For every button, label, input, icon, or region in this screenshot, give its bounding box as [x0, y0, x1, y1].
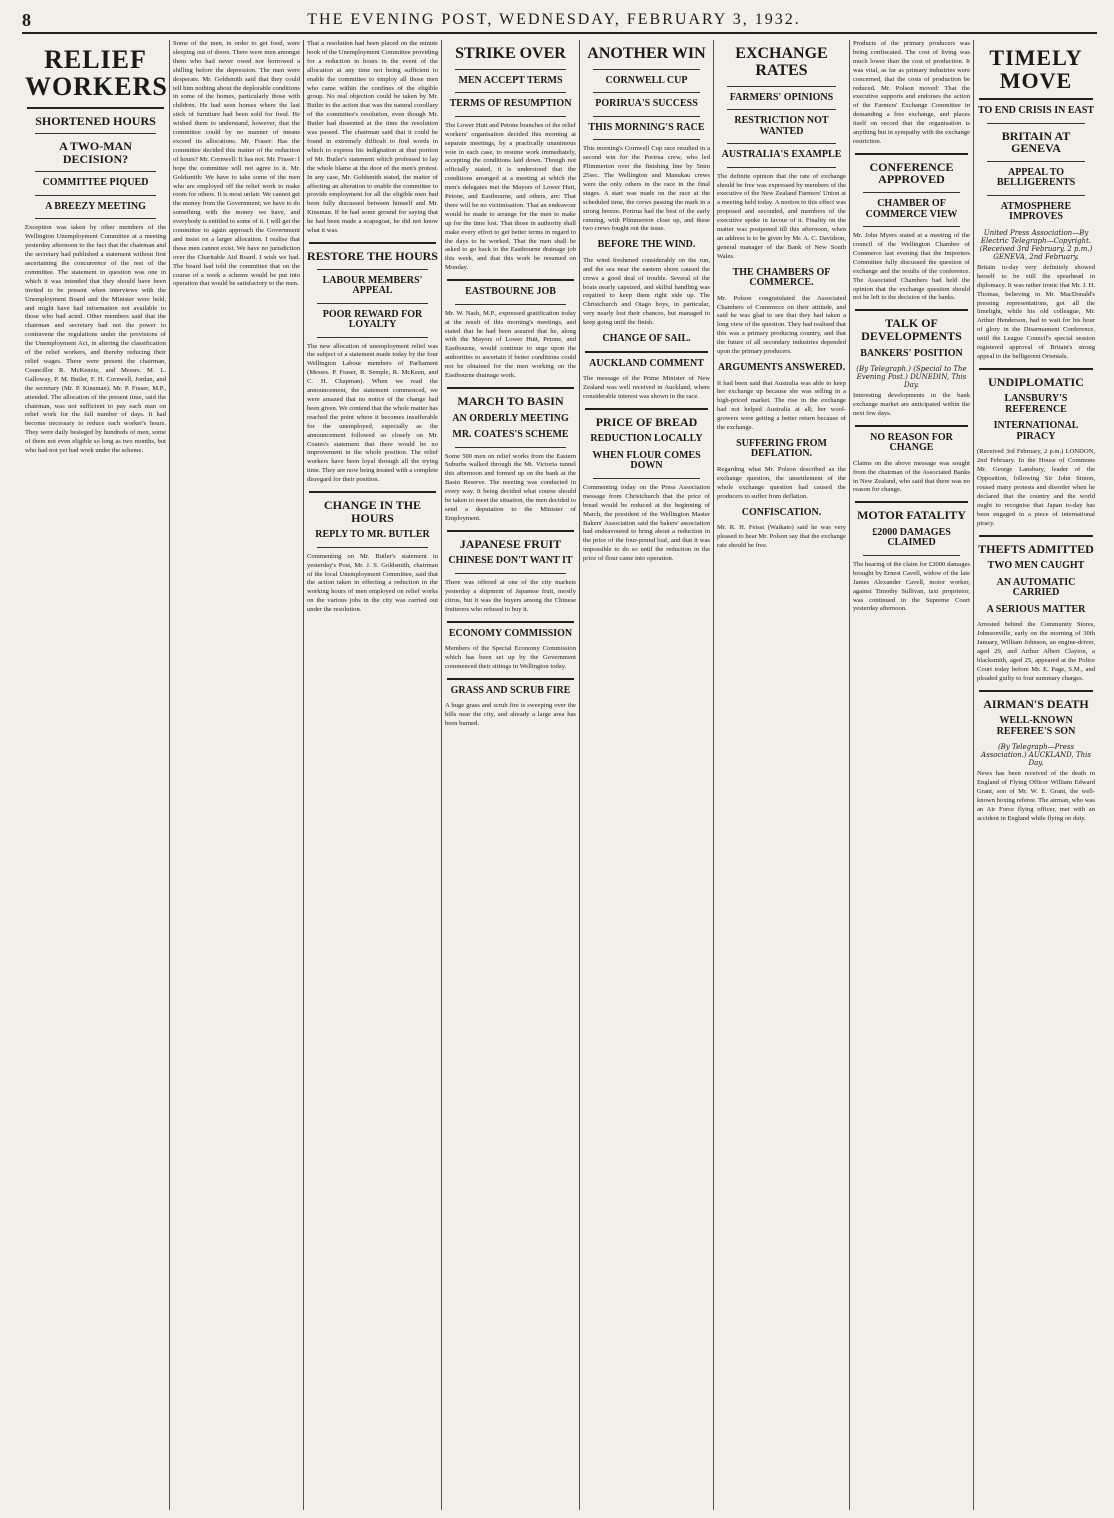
subhead-shortened-hours: SHORTENED HOURS: [35, 113, 156, 128]
subhead-men-accept: MEN ACCEPT TERMS: [458, 74, 563, 86]
article-body: Some of the men, in order to get food, were sleeping out of doors. There were men amongst them who had never owed nor borrowed a shilling before the depression. The men were desperate. Mr. Goldsmith said that they could tell him nothing about the deplorable conditions in some of the homes, particularly those with children. He had seen homes where the last stick of furniture had been sold for food. He wished them to understand, however, that the committee could by no manner of means exceed its allocations. Mr. Fraser: Has the committee decided this matter of the reduction of hours? Mr. Cornwell: It has not. Mr. Fraser: I hope the committee will not agree to it. Mr. Goldsmith: We have to take some of the men who are employed off the relief work to make room for others. It is most unfair. We cannot get the money from the Government; we have to do something with the money we have, and everybody is entitled to some of it. I will get the committee to again approach the Government and insist on a larger allocation. I realise that these men cannot exist. We have no jurisdiction over the Charitable Aid Board. I wish we had. The board had told the committee that on the course of a week a scheme would be put into operation that would be satisfactory to the men.: [173, 40, 300, 288]
page-number: 8: [22, 9, 31, 30]
headline-timely-move: TIMELY MOVE: [989, 45, 1083, 94]
article-body: Commenting on Mr. Butler's statement in yesterday's Post, Mr. J. S. Goldsmith, chairman of the local Unemployment Committee, said that the action taken in effecting a reduction in the working hours of men employed on relief works on the various jobs in the city was carried out under the resolution.: [307, 552, 438, 614]
headline-price-bread: PRICE OF BREAD: [595, 414, 698, 429]
subhead-breezy-meeting: A BREEZY MEETING: [45, 200, 146, 212]
headline-strike-over: STRIKE OVER: [455, 45, 566, 62]
article-body: Mr. W. Nash, M.P., expressed gratification today at the result of this morning's meetings, and stated that he had been assured that he, along with the Mayors of Lower Hutt, Petone, and Eastbourne, would continue to urge upon the authorities to ascertain if better conditions could not be obtained for the men working on the Eastbourne drainage work.: [445, 309, 576, 380]
subhead-damages: £2000 DAMAGES CLAIMED: [872, 526, 951, 549]
headline-talk-developments: TALK OF DEVELOPMENTS: [861, 316, 962, 343]
column-5: [580, 40, 714, 1510]
headline-exchange-rates: EXCHANGE RATES: [735, 45, 828, 79]
article-body: Exception was taken by other members of the Wellington Unemployment Committee at a meeting yesterday afternoon to the fact that the chairman and the secretary had published a statement without first ascertaining the concurrence of the rest of the committee. The statement in question was one in which it was intended that they should have been invited to be present when interviews with the Unemployment Board and the Minister were held, and might have had information not available to those who had acted. Other members said that the chairman and secretary had not the power to contravene the regulations under the provisions of the Unemployment Act, in altering the classification of the relief workers, and thereby reducing their relief wages. There were present the chairman, Councillor R. McKenzie, and Messrs. M. L. Galloway, P. M. Butler, F. H. Cornwell, Jordan, and the secretary (Mr. P. Kinsman). Mr. P. Fraser, M.P., attended. The allocation of the present time, said the chairman, was not sufficient to pay each man on relief work for the full number of days. It had become necessary to reduce each worker's hours. They were daily besieged by hundreds of men, some of them not even eligible so long as two months, but who had not yet had work under the scheme.: [25, 224, 166, 455]
headline-economy: ECONOMY COMMISSION: [448, 627, 573, 639]
article-body: The definite opinion that the rate of exchange should be free was expressed by members of the executive of the New Zealand Farmers' Union at a meeting held today. A motion to this effect was proposed and seconded, and members of the executive spoke in favour of it. Finality on the matter was postponed till this afternoon, when an address is to be given by Mr. A. C. Davidson, general manager of the Bank of New South Wales.: [717, 172, 846, 260]
article-body: The wind freshened considerably on the run, and the sea near the eastern shore caused the crews a good deal of trouble. Several of the boats nearly capsized, and skilful handling was required to keep them right side up. The Christchurch and Otago boys, in particular, very nearly lost their chances, but managed to keep going until the finish.: [583, 256, 710, 327]
subhead-cornwell-cup: CORNWELL CUP: [605, 74, 688, 86]
article-body: Interesting developments in the bank exchange market are anticipated within the next few days.: [853, 392, 970, 417]
subhead-chamber-view: CHAMBER OF COMMERCE VIEW: [865, 198, 958, 220]
subhead-piracy: INTERNATIONAL PIRACY: [993, 420, 1079, 442]
headline-conference: CONFERENCE APPROVED: [869, 159, 954, 187]
headline-thefts: THEFTS ADMITTED: [978, 541, 1094, 556]
article-body: It had been said that Australia was able to keep her exchange up because she was selling in a high-priced market. The rise in the exchange had not helped Australia at all; her wool-growers were getting a better return because of the exchange.: [717, 379, 846, 432]
subhead-two-man-decision: A TWO-MAN DECISION?: [59, 139, 132, 166]
subhead-australia: AUSTRALIA'S EXAMPLE: [721, 149, 842, 161]
masthead-title: THE EVENING POST, WEDNESDAY, FEBRUARY 3, 1932.: [307, 11, 801, 28]
subhead-terms: TERMS OF RESUMPTION: [449, 98, 572, 110]
column-3: [304, 40, 442, 1510]
subhead-end-crisis: TO END CRISIS IN EAST: [978, 105, 1094, 117]
subhead-referee: WELL-KNOWN REFEREE'S SON: [996, 715, 1076, 737]
headline-japanese-fruit: JAPANESE FRUIT: [459, 536, 562, 551]
dateline: (By Telegraph.) (Special to The Evening Post.) DUNEDIN, This Day.: [856, 365, 967, 389]
article-body: The new allocation of unemployment relief was the subject of a statement made today by the four Wellington Labour members of Parliament (Messrs. P. Fraser, R. Semple, R. McKeen, and C. H. Chapman). When we read the announcement, the statement commenced, we were amazed that no notice of the change had been given. We contend that the whole matter has reached the point where it becomes insufferable for the unemployed, especially as the announcement followed so closely on Mr. Coates's statement that there would be no improvement in the whole position. The relief workers have been loyal through all the trying time. They are now being treated with a complete disregard for their position.: [307, 342, 438, 484]
subhead-bankers: BANKERS' POSITION: [860, 347, 963, 359]
article-body: Regarding what Mr. Polson described as the exchange question, the unsettlement of the whole exchange question had caused the producers to suffer from deflation.: [717, 465, 846, 500]
headline-another-win: ANOTHER WIN: [587, 45, 706, 62]
subhead-farmers: FARMERS' OPINIONS: [729, 91, 834, 103]
subhead-restriction: RESTRICTION NOT WANTED: [734, 115, 829, 137]
subhead-change-sail: CHANGE OF SAIL.: [602, 333, 691, 345]
subhead-lansbury: LANSBURY'S REFERENCE: [1004, 393, 1068, 415]
subhead-chinese: CHINESE DON'T WANT IT: [448, 555, 573, 567]
subhead-automatic: AN AUTOMATIC CARRIED: [996, 576, 1076, 599]
subhead-reply-butler: REPLY TO MR. BUTLER: [315, 529, 430, 541]
subhead-appeal: APPEAL TO BELLIGERENTS: [996, 166, 1076, 189]
article-body: Commenting today on the Press Association message from Christchurch that the price of bread would be reduced at the beginning of March, the president of the Wellington Master Bakers' Association said the bakers' association had endeavoured to bring about a reduction in the price of the four-pound loaf, and that it was impossible to do so until the reduction in the price of flour came into operation.: [583, 483, 710, 563]
article-body: Mr. R. H. Feisst (Waikato) said he was very pleased to hear Mr. Polson say that the exchange rate should be free.: [717, 524, 846, 549]
subhead-orderly: AN ORDERLY MEETING: [452, 412, 569, 424]
article-body: Mr. Polson congratulated the Associated Chambers of Commerce on their attitude, and said he was glad to see that they had taken a long view of the question. They had realised that this was a primary producing country, and that the future of all secondary industries depended upon the primary producers.: [717, 294, 846, 356]
article-body: The Lower Hutt and Petone branches of the relief workers' organisation decided this morning at separate meetings, by a practically unanimous vote in each case, to resume work immediately, accepting the conditions laid down. Though not officially stated, it is understood that the conditions arranged at a meeting at which the men's delegates met the Mayors of Lower Hutt, Petone, and Eastbourne, and others, are: That there will be no victimisation. That an endeavour would be made to arrange for the men to make up for the time lost. That those in authority shall make every effort to get better terms in regard to the days to be worked. That the men shall be asked to go back to the Eastbourne drainage job this week, and that this work be resumed on Monday.: [445, 121, 576, 272]
article-body: Members of the Special Economy Commission which has been set up by the Government commenced their sittings in Wellington today.: [445, 645, 576, 670]
headline-march-basin: MARCH TO BASIN: [457, 393, 564, 408]
dateline: (By Telegraph—Press Association.) AUCKLAND, This Day.: [981, 743, 1091, 768]
subhead-labour-appeal: LABOUR MEMBERS' APPEAL: [322, 274, 423, 297]
article-body: There was offered at one of the city markets yesterday a shipment of Japanese fruit, mostly citrus, but it was the buyers among the Chinese fruiterers who refused to buy it.: [445, 578, 576, 613]
article-body: Britain to-day very definitely showed herself to be still the spearhead in diplomacy. It was rather ironic that Mr. J. H. Thomas, believing in Mr. MacDonald's pressing representations, got all the limelight, while his old colleague, Mr. Arthur Henderson, had to wait for his hour of glory in the Disarmament Conference, until the League Council's special session registered approval of Britain's strong appeal to the belligerent Orientals.: [977, 263, 1095, 360]
subhead-porirua: PORIRUA'S SUCCESS: [595, 98, 698, 110]
headline-restore-hours: RESTORE THE HOURS: [307, 248, 438, 263]
article-body: A huge grass and scrub fire is sweeping over the hills near the city, and already a large area has been burned.: [445, 702, 576, 728]
article-body: That a resolution had been placed on the minute book of the Unemployment Committee providing for a reduction in hours in the event of the allocation at any time not being sufficient to enable the committee to employ all those men who came within the confines of the eligible group. No real objection could be taken by Mr. Butler to the action that was the natural corollary of the committee's resolution, even though Mr. Butler had dissented at the time the resolution was passed. The chairman said that it could be found in extremely difficult to find words in which to express his indignation at that portion of Mr. Butler's statement which professed to lay the whole blame at the door of the men's protest. In any case, Mr. Goldsmith stated, the matter of affecting an alteration to enable the committee to provide employment for all the eligible men had been fully discussed between himself and Mr. Kinsman. If he had some ground for saying that he had been made a scapegoat, he did not know what it was.: [307, 40, 438, 235]
subhead-geneva: BRITAIN AT GENEVA: [1001, 128, 1071, 156]
article-body: Products of the primary producers was being confiscated. The cost of living was much lower than the cost of production. It was vital, as far as primary industries were concerned, that the costs of production be reduced. Mr. Polson moved: That the executive supports and endorses the action of the Farmers' Exchange Committee in demanding a free exchange, and places itself on record that the organisation is anything but in sympathy with the exchange restriction.: [853, 40, 970, 145]
subhead-committee-piqued: COMMITTEE PIQUED: [42, 177, 149, 189]
article-body: This morning's Cornwell Cup race resulted in a second win for the Porirua crew, who led Plimmerton over the finishing line by 5min 25sec. The Wellington and Manukau crews were the only others in the race in the final stages. A start was made on the race at the scheduled time, the crews passing the mark in a strong breeze. Porirua had the best of the early running, with Plimmerton close up, and these two crews fought out the issue.: [583, 145, 710, 233]
headline-airman: AIRMAN'S DEATH: [983, 696, 1089, 711]
subhead-flour: WHEN FLOUR COMES DOWN: [592, 449, 701, 472]
article-body: Arrested behind the Community Stores, Johnsonville, early on the morning of 30th January, William Johnson, an engine-driver, aged 29, and Arthur Albert Clayton, a blacksmith, aged 25, appeared at the Police Court today before Mr. E. Page, S.M., and pleaded guilty to four summary charges.: [977, 621, 1095, 682]
article-body: The message of the Prime Minister of New Zealand was well received in Auckland, where considerable interest was shown in the race.: [583, 375, 710, 400]
subhead-suffering: SUFFERING FROM DEFLATION.: [736, 437, 827, 460]
article-body: Some 500 men on relief works from the Eastern Suburbs walked through the Mt. Victoria tunnel this afternoon and formed up on the bank at the Basin Reserve. The meeting was conducted in every way. It being decided what course should be taken to meet the situation, the men decided to send a deputation to the Minister of Employment.: [445, 452, 576, 522]
column-4: [442, 40, 580, 1510]
column-6: [714, 40, 850, 1510]
headline-auckland-comment: AUCKLAND COMMENT: [589, 357, 704, 369]
subhead-arguments: ARGUMENTS ANSWERED.: [717, 362, 846, 373]
subhead-coates: MR. COATES'S SCHEME: [452, 429, 569, 441]
column-8: [974, 40, 1098, 1510]
column-1: [22, 40, 170, 1510]
headline-undiplomatic: UNDIPLOMATIC: [988, 374, 1084, 389]
headline-motor-fatality: MOTOR FATALITY: [857, 508, 966, 523]
article-body: (Received 3rd February, 2 p.m.) LONDON, 2nd February. In the House of Commons Mr. George Lansbury, leader of the Opposition, following Sir John Simon, roused many protests and disorder when he declared that the country and the world ought to recognise that Japan to-day has been engaged in a piece of international piracy.: [977, 448, 1095, 527]
dateline: United Press Association—By Electric Telegraph—Copyright. (Received 3rd February, 2 p.m.) GENEVA, 2nd February.: [979, 228, 1093, 261]
subhead-reduction: REDUCTION LOCALLY: [590, 433, 703, 445]
column-7: [850, 40, 974, 1510]
article-body: Claims on the above message was sought from the chairman of the Associated Banks in New Zealand, who said that there was no reason for change.: [853, 459, 970, 494]
headline-no-reason: NO REASON FOR CHANGE: [870, 431, 953, 454]
subhead-race: THIS MORNING'S RACE: [588, 121, 705, 133]
subhead-serious: A SERIOUS MATTER: [986, 603, 1086, 615]
subhead-confiscation: CONFISCATION.: [741, 506, 822, 518]
masthead: [22, 8, 1097, 34]
subhead-chambers: THE CHAMBERS OF COMMERCE.: [732, 266, 831, 289]
headline-relief-workers: RELIEF WORKERS: [25, 45, 168, 102]
headline-eastbourne: EASTBOURNE JOB: [465, 286, 556, 298]
article-body: The hearing of the claim for £2000 damages brought by Ernest Cavell, widow of the late James Alexander Cavell, motor worker, against Timothy Sullivan, taxi proprietor, was continued in the Supreme Court yesterday afternoon.: [853, 560, 970, 613]
article-body: News has been received of the death in England of Flying Officer William Edward Grant, son of Mr. W. E. Grant, the well-known boxing referee. The airman, who was an Air Force flying officer, met with an accident in England while flying on duty.: [977, 770, 1095, 822]
subhead-poor-reward: POOR REWARD FOR LOYALTY: [322, 308, 423, 331]
subhead-two-men: TWO MEN CAUGHT: [987, 560, 1085, 572]
subhead-before-wind: BEFORE THE WIND.: [597, 239, 696, 251]
article-body: Mr. John Myers stated at a meeting of the council of the Wellington Chamber of Commerce last evening that the Importers Committee fully discussed the question of exchange and the results of the conference. The Associated Chambers had held the opinion that the exchange question should not be left to the decision of the banks.: [853, 232, 970, 302]
headline-grass-fire: GRASS AND SCRUB FIRE: [450, 684, 571, 696]
column-2: [170, 40, 304, 1510]
subhead-atmosphere: ATMOSPHERE IMPROVES: [1000, 200, 1072, 223]
headline-change-hours: CHANGE IN THE HOURS: [323, 498, 422, 525]
